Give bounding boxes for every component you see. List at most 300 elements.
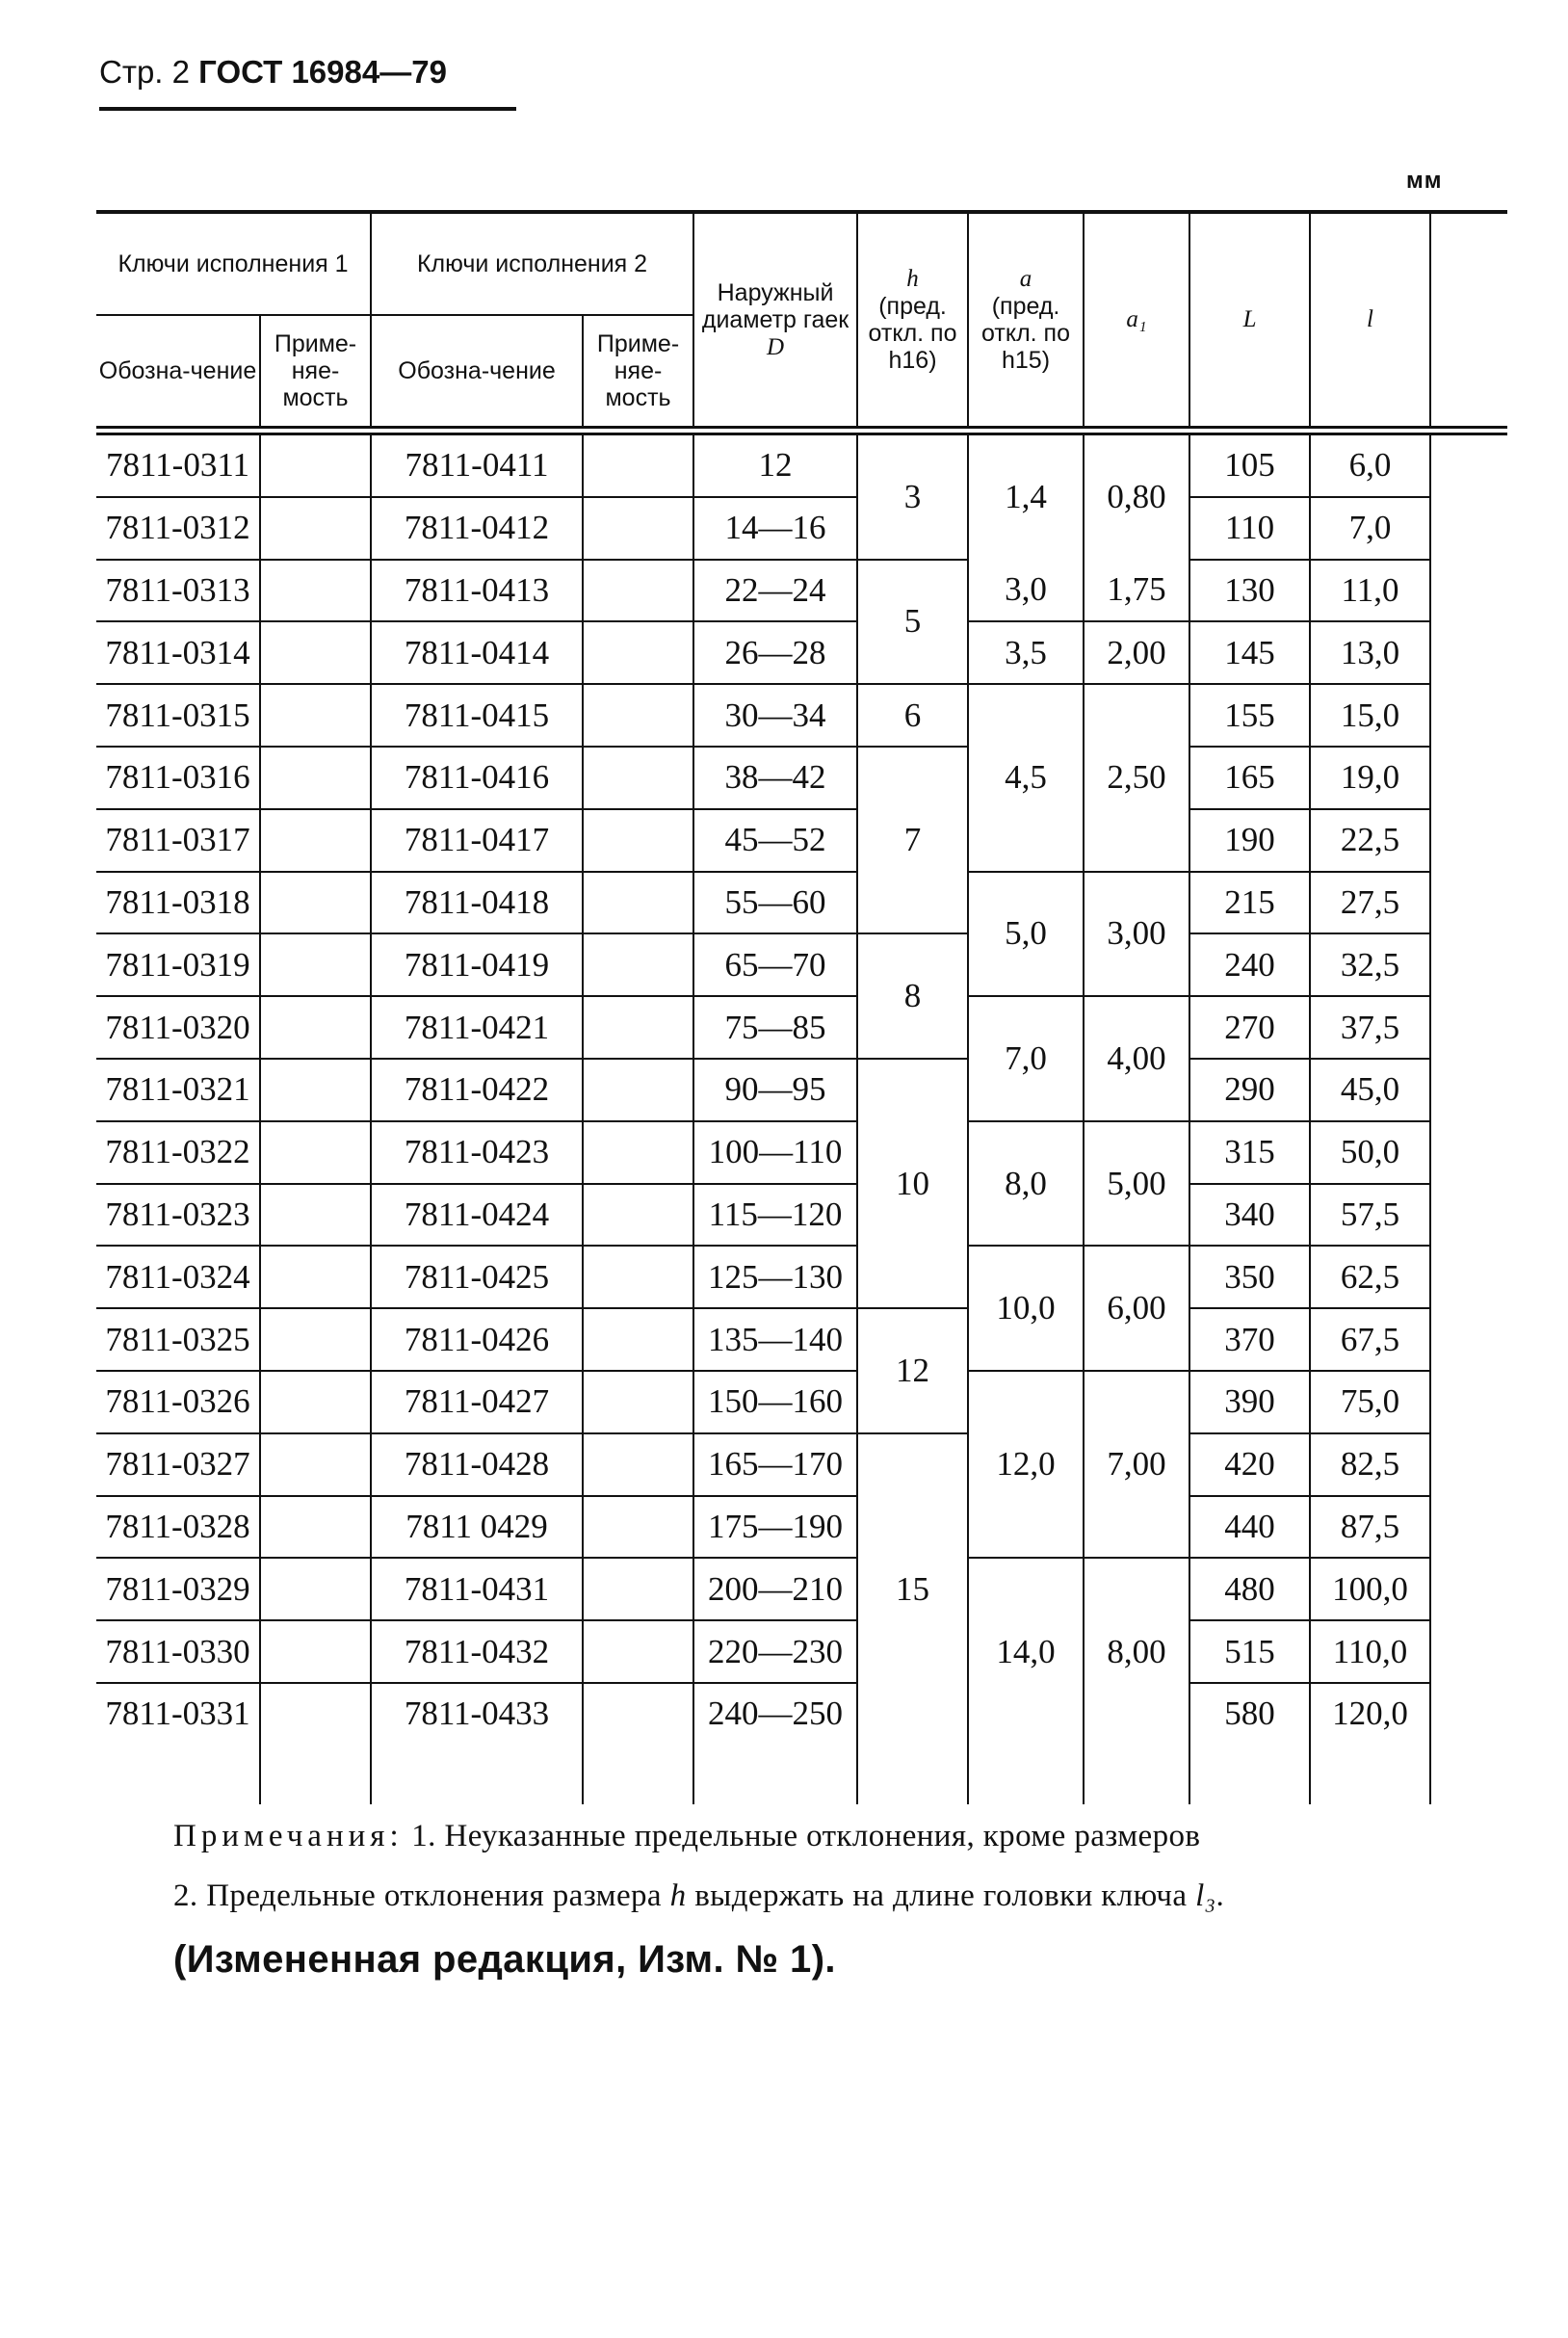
- header-double-rule: [96, 426, 1507, 435]
- cell-L: [1189, 1496, 1310, 1559]
- cell-designation-1: [96, 1059, 260, 1121]
- cell-designation-2: [371, 1246, 583, 1308]
- cell-l-value: 57,5: [1340, 1195, 1400, 1233]
- cell-designation-2-value: 7811-0433: [404, 1694, 550, 1733]
- cell-h: [857, 560, 968, 685]
- cell-l: [1310, 1308, 1430, 1371]
- cell-designation-2: [371, 1371, 583, 1433]
- note-1-text: 1. Неуказанные предельные отклонения, кроме размеров: [411, 1819, 1201, 1853]
- cell-applicability-1: [260, 1308, 371, 1371]
- cell-applicability-2: [583, 1558, 693, 1620]
- cell-designation-2: [371, 1496, 583, 1559]
- cell-designation-1: [96, 933, 260, 996]
- cell-designation-1: [96, 1620, 260, 1683]
- cell-L-value: 130: [1224, 570, 1275, 609]
- cell-empty: [1430, 1246, 1551, 1308]
- header-diameter: [693, 214, 857, 426]
- cell-a: [968, 996, 1084, 1121]
- header-a-symbol: a: [1019, 266, 1032, 292]
- cell-designation-2-value: 7811-0411: [405, 446, 549, 485]
- trailing-cell: [371, 1745, 583, 1804]
- cell-l: [1310, 1184, 1430, 1247]
- cell-diameter: [693, 1308, 857, 1371]
- table-row: [96, 996, 1551, 1059]
- cell-applicability-1: [260, 1683, 371, 1745]
- trailing-cell: [1084, 1745, 1189, 1804]
- cell-applicability-1: [260, 1371, 371, 1433]
- cell-a-value: 8,0: [1005, 1164, 1047, 1202]
- table-row: [96, 1308, 1551, 1371]
- cell-applicability-1: [260, 1184, 371, 1247]
- cell-designation-1: [96, 1683, 260, 1745]
- cell-L: [1189, 684, 1310, 747]
- cell-designation-1-value: 7811-0316: [105, 758, 250, 797]
- cell-L: [1189, 1184, 1310, 1247]
- cell-a1-value: 5,00: [1107, 1164, 1166, 1202]
- cell-a-value: 7,0: [1005, 1038, 1047, 1077]
- cell-empty: [1430, 1184, 1551, 1247]
- cell-applicability-2: [583, 809, 693, 872]
- cell-L-value: 440: [1224, 1507, 1275, 1545]
- cell-designation-1: [96, 1121, 260, 1184]
- cell-designation-2-value: 7811-0418: [404, 882, 550, 921]
- cell-empty: [1430, 1308, 1551, 1371]
- cell-applicability-1: [260, 1496, 371, 1559]
- cell-applicability-1: [260, 809, 371, 872]
- cell-a1: [1084, 1558, 1189, 1744]
- cell-diameter: [693, 1184, 857, 1247]
- header-diameter-text: Наружный диаметр гаек: [701, 278, 849, 333]
- cell-designation-2: [371, 1184, 583, 1247]
- cell-diameter: [693, 560, 857, 622]
- cell-designation-2-value: 7811-0422: [404, 1070, 550, 1109]
- table-row: [96, 1184, 1551, 1247]
- cell-designation-1-value: 7811-0325: [105, 1320, 250, 1358]
- cell-designation-1: [96, 1246, 260, 1308]
- cell-l-value: 7,0: [1348, 509, 1392, 547]
- cell-designation-2-value: 7811-0432: [404, 1632, 550, 1670]
- cell-h: [857, 684, 968, 747]
- cell-l-value: 22,5: [1340, 821, 1400, 859]
- cell-designation-2-value: 7811-0419: [404, 945, 550, 984]
- cell-L: [1189, 872, 1310, 934]
- cell-a: [968, 560, 1084, 622]
- cell-l: [1310, 1620, 1430, 1683]
- cell-designation-2-value: 7811-0426: [404, 1320, 550, 1358]
- table-row: [96, 1620, 1551, 1683]
- cell-l-value: 6,0: [1348, 446, 1392, 485]
- cell-applicability-1: [260, 560, 371, 622]
- cell-L-value: 190: [1224, 821, 1275, 859]
- cell-l-value: 50,0: [1340, 1133, 1400, 1171]
- table-row: [96, 933, 1551, 996]
- cell-l: [1310, 1683, 1430, 1745]
- page-header: [99, 54, 447, 91]
- cell-diameter: [693, 1558, 857, 1620]
- cell-applicability-2: [583, 1184, 693, 1247]
- cell-empty: [1430, 809, 1551, 872]
- cell-designation-1-value: 7811-0328: [105, 1507, 250, 1545]
- cell-applicability-2: [583, 560, 693, 622]
- table-row: [96, 1371, 1551, 1433]
- cell-a1: [1084, 996, 1189, 1121]
- cell-designation-2: [371, 1433, 583, 1496]
- cell-a-value: 5,0: [1005, 914, 1047, 953]
- cell-l: [1310, 933, 1430, 996]
- cell-L: [1189, 1433, 1310, 1496]
- cell-designation-2: [371, 809, 583, 872]
- cell-designation-2-value: 7811-0421: [404, 1008, 550, 1046]
- cell-a-value: 1,4: [1005, 478, 1047, 516]
- trailing-cell: [260, 1745, 371, 1804]
- cell-applicability-1: [260, 872, 371, 934]
- cell-empty: [1430, 560, 1551, 622]
- cell-applicability-2: [583, 1121, 693, 1184]
- cell-l-value: 120,0: [1332, 1694, 1408, 1733]
- cell-l: [1310, 1433, 1430, 1496]
- cell-l-value: 75,0: [1340, 1382, 1400, 1421]
- cell-a1-value: 3,00: [1107, 914, 1166, 953]
- cell-designation-2: [371, 560, 583, 622]
- table-row: [96, 1496, 1551, 1559]
- cell-applicability-1: [260, 1059, 371, 1121]
- cell-designation-1-value: 7811-0313: [105, 570, 250, 609]
- cell-h: [857, 933, 968, 1059]
- cell-designation-2-value: 7811-0431: [404, 1569, 550, 1608]
- cell-diameter: [693, 1371, 857, 1433]
- cell-L-value: 390: [1224, 1382, 1275, 1421]
- cell-h: [857, 1308, 968, 1433]
- cell-diameter-value: 38—42: [724, 758, 826, 797]
- cell-diameter-value: 100—110: [708, 1133, 843, 1171]
- header-designation-2: Обозна-чение: [371, 315, 583, 426]
- cell-l: [1310, 560, 1430, 622]
- cell-applicability-2: [583, 621, 693, 684]
- cell-designation-1-value: 7811-0317: [105, 821, 250, 859]
- cell-diameter-value: 175—190: [708, 1507, 843, 1545]
- note-2-end: .: [1215, 1878, 1225, 1913]
- header-empty: [1430, 214, 1551, 426]
- header-designation-1: Обозна-чение: [96, 315, 260, 426]
- cell-applicability-1: [260, 1620, 371, 1683]
- cell-a1-value: 0,80: [1107, 478, 1166, 516]
- cell-applicability-2: [583, 1308, 693, 1371]
- cell-designation-2: [371, 996, 583, 1059]
- notes-label: Примечания:: [173, 1819, 404, 1853]
- table-row: [96, 560, 1551, 622]
- header-h-note: (пред. откл. по h16): [868, 293, 957, 374]
- cell-empty: [1430, 1059, 1551, 1121]
- cell-diameter: [693, 747, 857, 809]
- cell-designation-1: [96, 996, 260, 1059]
- cell-empty: [1430, 1121, 1551, 1184]
- cell-applicability-2: [583, 1620, 693, 1683]
- cell-L-value: 480: [1224, 1569, 1275, 1608]
- trailing-cell: [583, 1745, 693, 1804]
- cell-a1-value: 2,00: [1107, 633, 1166, 671]
- cell-L: [1189, 1308, 1310, 1371]
- cell-L: [1189, 996, 1310, 1059]
- cell-a1: [1084, 872, 1189, 997]
- cell-diameter: [693, 933, 857, 996]
- cell-diameter-value: 115—120: [708, 1195, 843, 1233]
- cell-diameter: [693, 1246, 857, 1308]
- cell-l: [1310, 1558, 1430, 1620]
- cell-a: [968, 435, 1084, 560]
- cell-l-value: 110,0: [1332, 1632, 1408, 1670]
- cell-designation-2: [371, 933, 583, 996]
- cell-diameter: [693, 1620, 857, 1683]
- cell-designation-1: [96, 872, 260, 934]
- table-rows: [96, 435, 1551, 1804]
- cell-diameter: [693, 684, 857, 747]
- cell-h: [857, 1433, 968, 1745]
- cell-L: [1189, 747, 1310, 809]
- cell-h-value: 12: [896, 1351, 929, 1389]
- cell-designation-1-value: 7811-0324: [105, 1257, 250, 1296]
- cell-L: [1189, 497, 1310, 560]
- cell-designation-1-value: 7811-0321: [105, 1070, 250, 1109]
- note-2-symbol-l3: l₃: [1195, 1878, 1216, 1913]
- cell-a: [968, 1558, 1084, 1744]
- header-applicability-2: Приме-няе-мость: [583, 315, 693, 426]
- cell-l-value: 15,0: [1340, 696, 1400, 734]
- cell-l: [1310, 747, 1430, 809]
- cell-L-value: 290: [1224, 1070, 1275, 1109]
- cell-h-value: 7: [903, 821, 922, 859]
- cell-designation-1: [96, 497, 260, 560]
- cell-a1: [1084, 1246, 1189, 1371]
- cell-applicability-1: [260, 1558, 371, 1620]
- cell-applicability-2: [583, 933, 693, 996]
- cell-a-value: 4,5: [1005, 758, 1047, 797]
- cell-l-value: 37,5: [1340, 1008, 1400, 1046]
- cell-l: [1310, 435, 1430, 497]
- cell-a1: [1084, 621, 1189, 684]
- table-row: [96, 809, 1551, 872]
- cell-a1: [1084, 1371, 1189, 1558]
- table-row: [96, 435, 1551, 497]
- cell-designation-2-value: 7811-0428: [404, 1445, 550, 1484]
- cell-applicability-1: [260, 933, 371, 996]
- cell-designation-2: [371, 435, 583, 497]
- cell-L: [1189, 933, 1310, 996]
- cell-a1-value: 8,00: [1107, 1632, 1166, 1670]
- cell-h-value: 6: [903, 696, 922, 734]
- table-row: [96, 1059, 1551, 1121]
- cell-a: [968, 1121, 1084, 1247]
- cell-designation-2: [371, 1683, 583, 1745]
- dimensions-table: [96, 210, 1507, 1804]
- cell-designation-1: [96, 1308, 260, 1371]
- cell-a1: [1084, 560, 1189, 622]
- cell-a1: [1084, 1121, 1189, 1247]
- table-body: [96, 435, 1551, 1804]
- cell-designation-1: [96, 684, 260, 747]
- cell-designation-2-value: 7811-0425: [404, 1257, 550, 1296]
- cell-l: [1310, 996, 1430, 1059]
- cell-designation-1-value: 7811-0326: [105, 1382, 250, 1421]
- cell-diameter: [693, 621, 857, 684]
- cell-L-value: 515: [1224, 1632, 1275, 1670]
- table-row: [96, 1121, 1551, 1184]
- cell-diameter-value: 165—170: [708, 1445, 843, 1484]
- cell-designation-2-value: 7811-0424: [404, 1195, 550, 1233]
- cell-designation-1-value: 7811-0322: [105, 1133, 250, 1171]
- cell-l: [1310, 621, 1430, 684]
- cell-empty: [1430, 996, 1551, 1059]
- cell-a: [968, 1246, 1084, 1371]
- cell-applicability-1: [260, 621, 371, 684]
- cell-a: [968, 684, 1084, 871]
- cell-diameter: [693, 1683, 857, 1745]
- trailing-cell: [1430, 1745, 1551, 1804]
- table-row: [96, 1246, 1551, 1308]
- cell-designation-1: [96, 1496, 260, 1559]
- cell-l: [1310, 872, 1430, 934]
- cell-a-value: 12,0: [996, 1445, 1056, 1484]
- cell-a-value: 3,5: [1005, 633, 1047, 671]
- table-row: [96, 684, 1551, 747]
- table-trailing-row: [96, 1745, 1551, 1804]
- cell-h-value: 3: [903, 477, 922, 515]
- cell-diameter: [693, 1059, 857, 1121]
- cell-L: [1189, 1683, 1310, 1745]
- cell-L-value: 340: [1224, 1195, 1275, 1233]
- table-row: [96, 1433, 1551, 1496]
- cell-diameter-value: 90—95: [724, 1070, 826, 1109]
- cell-designation-2: [371, 621, 583, 684]
- cell-designation-2-value: 7811-0414: [404, 633, 550, 671]
- cell-a-value: 3,0: [1005, 570, 1047, 609]
- cell-diameter-value: 55—60: [724, 882, 826, 921]
- table-header: [96, 214, 1551, 426]
- cell-a1: [1084, 435, 1189, 560]
- cell-diameter: [693, 1496, 857, 1559]
- cell-empty: [1430, 1496, 1551, 1559]
- cell-L-value: 105: [1224, 446, 1275, 485]
- cell-l: [1310, 1246, 1430, 1308]
- cell-empty: [1430, 684, 1551, 747]
- cell-applicability-1: [260, 996, 371, 1059]
- unit-label: мм: [1406, 168, 1443, 194]
- cell-applicability-1: [260, 1246, 371, 1308]
- trailing-cell: [857, 1745, 968, 1804]
- cell-applicability-2: [583, 1371, 693, 1433]
- cell-designation-1-value: 7811-0318: [105, 882, 250, 921]
- cell-diameter: [693, 497, 857, 560]
- cell-designation-2: [371, 747, 583, 809]
- header-h-symbol: h: [906, 266, 919, 292]
- cell-a-value: 10,0: [996, 1289, 1056, 1327]
- cell-empty: [1430, 1558, 1551, 1620]
- cell-diameter: [693, 435, 857, 497]
- cell-l-value: 13,0: [1340, 633, 1400, 671]
- cell-L: [1189, 621, 1310, 684]
- cell-L-value: 110: [1224, 509, 1275, 547]
- cell-h-value: 8: [903, 977, 922, 1015]
- cell-diameter-value: 135—140: [708, 1320, 843, 1358]
- cell-diameter-value: 30—34: [724, 696, 826, 734]
- cell-designation-1-value: 7811-0327: [105, 1445, 250, 1484]
- cell-applicability-2: [583, 1433, 693, 1496]
- cell-designation-1-value: 7811-0314: [105, 633, 250, 671]
- cell-l: [1310, 1059, 1430, 1121]
- cell-h: [857, 747, 968, 933]
- cell-designation-2-value: 7811-0427: [404, 1382, 550, 1421]
- cell-L-value: 315: [1224, 1133, 1275, 1171]
- standard-title: ГОСТ 16984—79: [198, 54, 447, 90]
- cell-a: [968, 1371, 1084, 1558]
- cell-designation-2-value: 7811-0423: [404, 1133, 550, 1171]
- cell-designation-2-value: 7811-0415: [404, 696, 550, 734]
- cell-l-value: 27,5: [1340, 882, 1400, 921]
- header-group-2: Ключи исполнения 2: [371, 214, 693, 315]
- cell-a1-value: 7,00: [1107, 1445, 1166, 1484]
- cell-applicability-1: [260, 1121, 371, 1184]
- cell-l-value: 100,0: [1332, 1569, 1408, 1608]
- page-number: Стр. 2: [99, 54, 190, 90]
- note-line-1: [173, 1806, 1224, 1866]
- cell-designation-2-value: 7811-0417: [404, 821, 550, 859]
- cell-designation-2: [371, 684, 583, 747]
- notes: [173, 1806, 1224, 1993]
- cell-h-value: 15: [896, 1569, 929, 1608]
- header-diameter-symbol: D: [767, 333, 785, 360]
- trailing-cell: [1189, 1745, 1310, 1804]
- cell-L-value: 155: [1224, 696, 1275, 734]
- cell-designation-1: [96, 1184, 260, 1247]
- cell-l: [1310, 809, 1430, 872]
- cell-a: [968, 621, 1084, 684]
- cell-empty: [1430, 872, 1551, 934]
- table-row: [96, 497, 1551, 560]
- cell-diameter-value: 65—70: [724, 945, 826, 984]
- cell-h: [857, 1059, 968, 1308]
- cell-diameter-value: 26—28: [724, 633, 826, 671]
- cell-diameter-value: 125—130: [708, 1257, 843, 1296]
- cell-applicability-2: [583, 747, 693, 809]
- cell-diameter-value: 240—250: [708, 1694, 843, 1733]
- cell-applicability-1: [260, 684, 371, 747]
- header-applicability-1: Приме-няе-мость: [260, 315, 371, 426]
- cell-diameter-value: 22—24: [724, 570, 826, 609]
- cell-applicability-1: [260, 1433, 371, 1496]
- cell-designation-1: [96, 809, 260, 872]
- cell-L: [1189, 1558, 1310, 1620]
- cell-designation-2: [371, 872, 583, 934]
- cell-l-value: 62,5: [1340, 1257, 1400, 1296]
- cell-designation-1-value: 7811-0331: [105, 1694, 250, 1733]
- cell-diameter-value: 45—52: [724, 821, 826, 859]
- cell-designation-1: [96, 621, 260, 684]
- cell-L: [1189, 560, 1310, 622]
- cell-diameter: [693, 1433, 857, 1496]
- cell-designation-1-value: 7811-0320: [105, 1008, 250, 1046]
- cell-designation-1-value: 7811-0312: [105, 509, 250, 547]
- cell-L: [1189, 435, 1310, 497]
- table-row: [96, 872, 1551, 934]
- cell-a1: [1084, 684, 1189, 871]
- cell-diameter-value: 14—16: [724, 509, 826, 547]
- cell-applicability-2: [583, 872, 693, 934]
- cell-designation-1-value: 7811-0330: [105, 1632, 250, 1670]
- note-2-text: 2. Предельные отклонения размера: [173, 1878, 662, 1913]
- cell-L-value: 215: [1224, 882, 1275, 921]
- cell-empty: [1430, 1433, 1551, 1496]
- cell-empty: [1430, 1371, 1551, 1433]
- cell-designation-1-value: 7811-0319: [105, 945, 250, 984]
